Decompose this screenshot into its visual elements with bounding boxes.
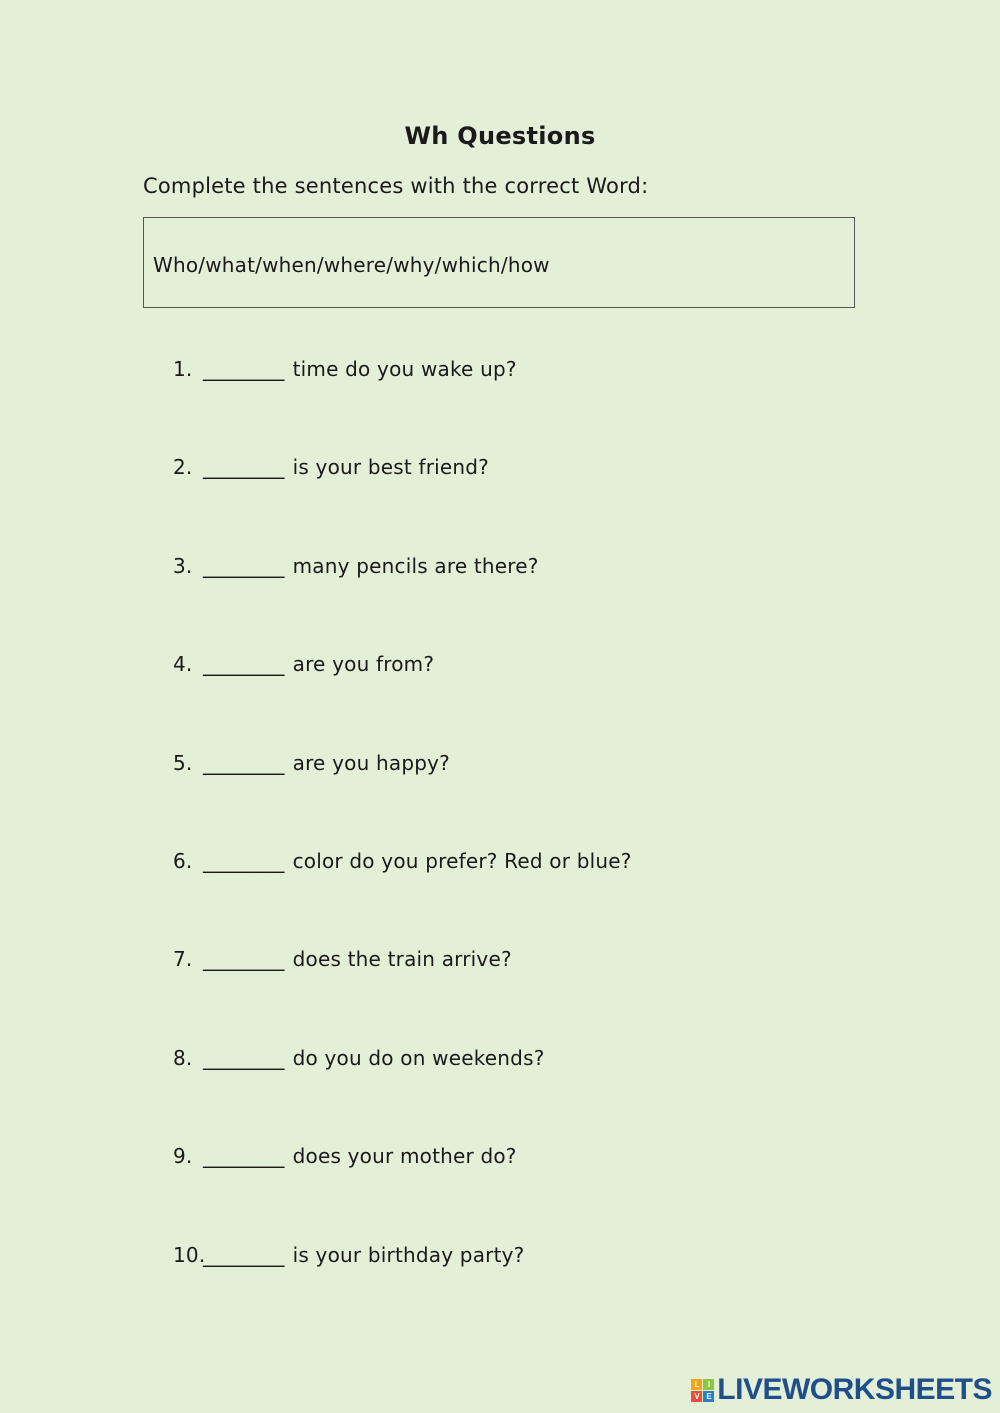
question-list <box>173 357 873 1341</box>
question-number: 7. <box>173 947 193 972</box>
answer-blank[interactable]: ________ <box>203 455 285 480</box>
question-item <box>173 357 873 455</box>
question-item <box>173 1046 873 1144</box>
logo-tile: V <box>691 1391 702 1402</box>
logo-tile: I <box>703 1379 714 1390</box>
word-bank-box <box>143 217 855 308</box>
question-item <box>173 455 873 553</box>
answer-blank[interactable]: ________ <box>203 357 285 381</box>
question-text: are you happy? <box>292 750 450 775</box>
answer-blank[interactable]: ________ <box>203 652 285 677</box>
question-text: time do you wake up? <box>292 357 517 381</box>
logo-tile: L <box>691 1379 702 1390</box>
answer-blank[interactable]: ________ <box>203 1045 285 1070</box>
answer-blank[interactable]: ________ <box>203 750 285 775</box>
answer-blank[interactable]: ________ <box>203 553 285 578</box>
question-text: does your mother do? <box>292 1144 517 1169</box>
question-number: 8. <box>173 1045 193 1070</box>
question-item <box>173 947 873 1045</box>
question-text: color do you prefer? Red or blue? <box>292 848 632 873</box>
page-title: Wh Questions <box>404 122 596 150</box>
question-number: 9. <box>173 1144 193 1169</box>
question-number: 10. <box>173 1242 206 1267</box>
logo-tile: E <box>703 1391 714 1402</box>
question-number: 1. <box>173 357 193 381</box>
question-number: 6. <box>173 848 193 873</box>
question-text: is your birthday party? <box>292 1242 525 1267</box>
answer-blank[interactable]: ________ <box>203 1242 285 1267</box>
question-text: does the train arrive? <box>292 947 512 972</box>
answer-blank[interactable]: ________ <box>203 1144 285 1169</box>
answer-blank[interactable]: ________ <box>203 848 285 873</box>
question-text: is your best friend? <box>292 455 490 480</box>
question-item <box>173 652 873 750</box>
watermark-text: LIVEWORKSHEETS <box>717 1373 992 1406</box>
question-item <box>173 554 873 652</box>
question-item <box>173 1144 873 1242</box>
answer-blank[interactable]: ________ <box>203 947 285 972</box>
question-number: 4. <box>173 652 193 677</box>
question-number: 3. <box>173 553 193 578</box>
word-bank-text: Who/what/when/where/why/which/how <box>153 253 550 277</box>
question-item <box>173 1243 873 1341</box>
question-number: 2. <box>173 455 193 480</box>
question-text: do you do on weekends? <box>292 1045 545 1070</box>
liveworksheets-watermark <box>691 1373 992 1407</box>
liveworksheets-logo-icon <box>691 1379 714 1402</box>
question-number: 5. <box>173 750 193 775</box>
question-text: are you from? <box>292 652 435 677</box>
instruction-text: Complete the sentences with the correct Word: <box>143 174 649 198</box>
question-item <box>173 751 873 849</box>
question-item <box>173 849 873 947</box>
question-text: many pencils are there? <box>292 553 539 578</box>
